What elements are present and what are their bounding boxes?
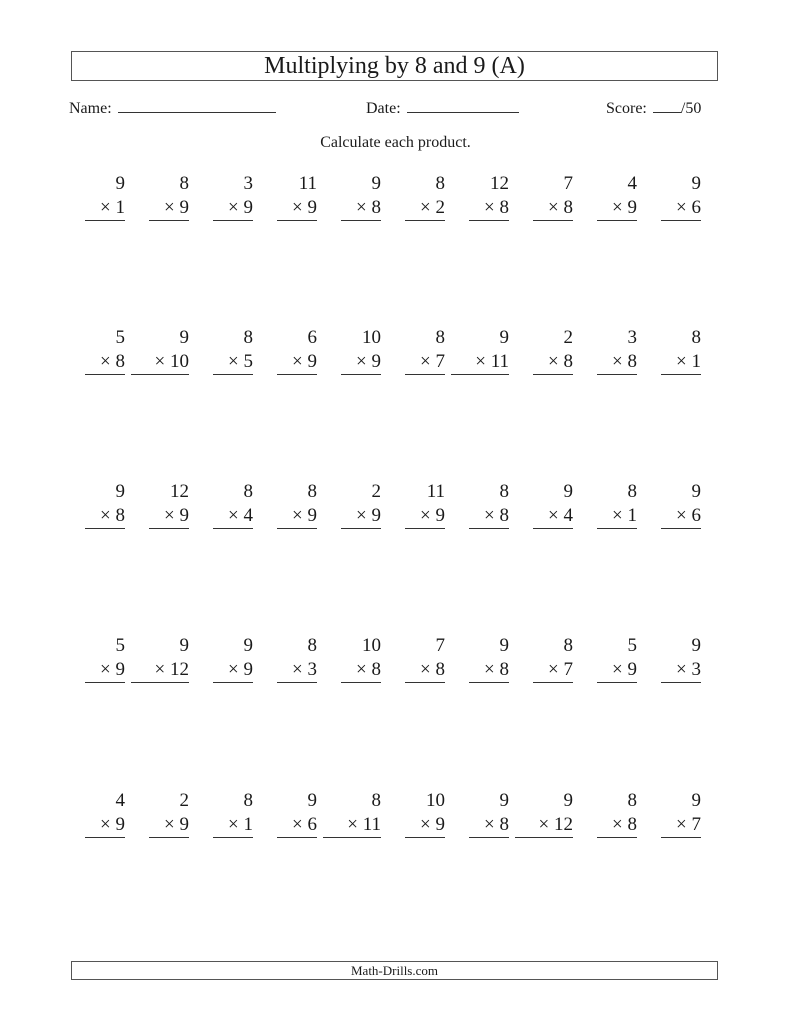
multiplier: 4	[243, 505, 253, 526]
problem-r2-c10	[661, 326, 701, 375]
problem-r5-c8	[515, 789, 573, 838]
multiplier-line	[85, 196, 125, 221]
problem-r2-c8	[533, 326, 573, 375]
problem-r1-c10	[661, 172, 701, 221]
problem-r2-c7	[451, 326, 509, 375]
multiplicand: 2	[179, 790, 189, 811]
multiplier-line	[85, 813, 125, 838]
multiplicand: 9	[243, 635, 253, 656]
multiplier: 11	[490, 351, 509, 372]
problem-r5-c3	[213, 789, 253, 838]
multiplicand: 8	[691, 327, 701, 348]
multiplier: 3	[307, 659, 317, 680]
multiplicand: 5	[627, 635, 637, 656]
multiplier: 2	[435, 197, 445, 218]
multiplicand: 2	[371, 481, 381, 502]
problem-r3-c5	[341, 480, 381, 529]
multiplier: 9	[627, 659, 637, 680]
problem-r2-c3	[213, 326, 253, 375]
multiplicand: 8	[243, 327, 253, 348]
multiplier: 6	[691, 505, 701, 526]
problem-r4-c10	[661, 634, 701, 683]
problem-r2-c2	[131, 326, 189, 375]
multiplier: 7	[691, 814, 701, 835]
score-total: /50	[680, 100, 702, 117]
multiplier-line	[405, 350, 445, 375]
times-symbol: ×	[100, 814, 116, 835]
problem-r4-c2	[131, 634, 189, 683]
multiplier: 9	[179, 814, 189, 835]
problem-r1-c6	[405, 172, 445, 221]
multiplier: 9	[627, 197, 637, 218]
problem-r2-c9	[597, 326, 637, 375]
multiplier: 9	[307, 505, 317, 526]
problem-r1-c1	[85, 172, 125, 221]
times-symbol: ×	[420, 505, 436, 526]
multiplier-line	[597, 196, 637, 221]
problem-r3-c6	[405, 480, 445, 529]
multiplier: 9	[115, 659, 125, 680]
times-symbol: ×	[228, 505, 244, 526]
times-symbol: ×	[292, 659, 308, 680]
multiplicand: 11	[426, 481, 445, 502]
multiplier: 9	[435, 814, 445, 835]
multiplicand: 8	[627, 790, 637, 811]
multiplier: 9	[371, 351, 381, 372]
worksheet-title: Multiplying by 8 and 9 (A)	[71, 51, 718, 81]
times-symbol: ×	[548, 659, 564, 680]
multiplier-line	[469, 504, 509, 529]
multiplier: 9	[307, 351, 317, 372]
multiplicand: 7	[563, 173, 573, 194]
problem-r5-c1	[85, 789, 125, 838]
problem-r2-c6	[405, 326, 445, 375]
multiplier-line	[213, 658, 253, 683]
multiplier-line	[405, 658, 445, 683]
multiplier: 8	[499, 659, 509, 680]
multiplicand: 2	[563, 327, 573, 348]
problem-r5-c7	[469, 789, 509, 838]
times-symbol: ×	[100, 197, 116, 218]
problem-r4-c8	[533, 634, 573, 683]
multiplier: 9	[435, 505, 445, 526]
multiplier-line	[469, 813, 509, 838]
times-symbol: ×	[420, 659, 436, 680]
multiplier: 8	[499, 814, 509, 835]
multiplier-line	[277, 658, 317, 683]
multiplier-line	[213, 813, 253, 838]
times-symbol: ×	[475, 351, 491, 372]
problem-r4-c7	[469, 634, 509, 683]
times-symbol: ×	[100, 659, 116, 680]
problem-r3-c2	[149, 480, 189, 529]
times-symbol: ×	[612, 814, 628, 835]
multiplier-line	[323, 813, 381, 838]
multiplicand: 8	[243, 790, 253, 811]
multiplier-line	[597, 658, 637, 683]
footer-source: Math-Drills.com	[71, 961, 718, 980]
multiplier-line	[597, 813, 637, 838]
multiplier: 3	[691, 659, 701, 680]
multiplier-line	[85, 350, 125, 375]
multiplier: 6	[307, 814, 317, 835]
multiplicand: 8	[307, 481, 317, 502]
multiplier: 8	[499, 505, 509, 526]
multiplier: 12	[554, 814, 573, 835]
multiplicand: 8	[307, 635, 317, 656]
multiplier-line	[469, 658, 509, 683]
multiplicand: 8	[499, 481, 509, 502]
times-symbol: ×	[676, 814, 692, 835]
multiplier-line	[341, 504, 381, 529]
multiplier: 8	[115, 505, 125, 526]
problem-r5-c6	[405, 789, 445, 838]
times-symbol: ×	[676, 351, 692, 372]
multiplicand: 5	[115, 327, 125, 348]
times-symbol: ×	[164, 197, 180, 218]
problem-r4-c6	[405, 634, 445, 683]
multiplier-line	[597, 350, 637, 375]
multiplier: 7	[563, 659, 573, 680]
times-symbol: ×	[356, 197, 372, 218]
multiplier-line	[405, 813, 445, 838]
times-symbol: ×	[100, 505, 116, 526]
problem-r3-c1	[85, 480, 125, 529]
problem-r4-c4	[277, 634, 317, 683]
multiplier: 1	[627, 505, 637, 526]
multiplicand: 9	[179, 327, 189, 348]
multiplicand: 4	[115, 790, 125, 811]
multiplicand: 6	[307, 327, 317, 348]
multiplicand: 12	[170, 481, 189, 502]
problem-r1-c5	[341, 172, 381, 221]
multiplicand: 8	[563, 635, 573, 656]
multiplicand: 9	[563, 790, 573, 811]
times-symbol: ×	[612, 659, 628, 680]
multiplier-line	[533, 504, 573, 529]
multiplicand: 8	[435, 327, 445, 348]
multiplier-line	[277, 350, 317, 375]
multiplier-line	[341, 658, 381, 683]
multiplier: 8	[627, 814, 637, 835]
multiplier: 1	[115, 197, 125, 218]
times-symbol: ×	[356, 505, 372, 526]
problem-r3-c3	[213, 480, 253, 529]
multiplier: 6	[691, 197, 701, 218]
times-symbol: ×	[548, 197, 564, 218]
times-symbol: ×	[347, 814, 363, 835]
times-symbol: ×	[484, 659, 500, 680]
multiplier: 8	[563, 197, 573, 218]
times-symbol: ×	[612, 505, 628, 526]
multiplicand: 9	[307, 790, 317, 811]
multiplier-line	[661, 813, 701, 838]
multiplier: 9	[307, 197, 317, 218]
times-symbol: ×	[228, 351, 244, 372]
times-symbol: ×	[228, 814, 244, 835]
name-label: Name:	[69, 100, 112, 117]
multiplier-line	[405, 196, 445, 221]
multiplicand: 3	[627, 327, 637, 348]
times-symbol: ×	[420, 351, 436, 372]
times-symbol: ×	[484, 505, 500, 526]
multiplicand: 8	[371, 790, 381, 811]
multiplier-line	[661, 350, 701, 375]
multiplier-line	[341, 350, 381, 375]
times-symbol: ×	[100, 351, 116, 372]
multiplier: 7	[435, 351, 445, 372]
multiplicand: 10	[362, 327, 381, 348]
multiplier: 11	[362, 814, 381, 835]
problem-r5-c9	[597, 789, 637, 838]
times-symbol: ×	[154, 659, 170, 680]
multiplicand: 9	[691, 635, 701, 656]
multiplicand: 5	[115, 635, 125, 656]
multiplier: 9	[243, 659, 253, 680]
multiplier-line	[341, 196, 381, 221]
date-label: Date:	[366, 100, 401, 117]
multiplier-line	[661, 658, 701, 683]
times-symbol: ×	[484, 814, 500, 835]
times-symbol: ×	[676, 197, 692, 218]
multiplier: 9	[179, 505, 189, 526]
multiplier-line	[469, 196, 509, 221]
multiplier: 8	[563, 351, 573, 372]
times-symbol: ×	[292, 814, 308, 835]
problem-r4-c9	[597, 634, 637, 683]
multiplier: 9	[179, 197, 189, 218]
multiplicand: 9	[115, 481, 125, 502]
instructions: Calculate each product.	[320, 134, 471, 151]
multiplier: 8	[371, 197, 381, 218]
multiplier-line	[131, 350, 189, 375]
multiplier-line	[451, 350, 509, 375]
times-symbol: ×	[548, 505, 564, 526]
multiplicand: 8	[435, 173, 445, 194]
times-symbol: ×	[484, 197, 500, 218]
times-symbol: ×	[612, 197, 628, 218]
problem-r5-c10	[661, 789, 701, 838]
multiplier-line	[661, 196, 701, 221]
multiplier: 9	[115, 814, 125, 835]
multiplier: 8	[627, 351, 637, 372]
multiplier-line	[533, 196, 573, 221]
multiplier-line	[149, 504, 189, 529]
multiplicand: 8	[179, 173, 189, 194]
multiplier-line	[277, 813, 317, 838]
multiplicand: 9	[115, 173, 125, 194]
problem-r2-c5	[341, 326, 381, 375]
multiplicand: 9	[499, 790, 509, 811]
multiplier: 8	[435, 659, 445, 680]
problem-r1-c2	[149, 172, 189, 221]
multiplicand: 9	[691, 173, 701, 194]
problem-r2-c1	[85, 326, 125, 375]
times-symbol: ×	[164, 814, 180, 835]
problem-r3-c9	[597, 480, 637, 529]
multiplicand: 9	[179, 635, 189, 656]
multiplier: 12	[170, 659, 189, 680]
multiplicand: 9	[563, 481, 573, 502]
multiplier: 9	[243, 197, 253, 218]
multiplier: 4	[563, 505, 573, 526]
times-symbol: ×	[548, 351, 564, 372]
multiplicand: 10	[426, 790, 445, 811]
times-symbol: ×	[420, 197, 436, 218]
times-symbol: ×	[228, 197, 244, 218]
multiplicand: 7	[435, 635, 445, 656]
multiplier: 8	[499, 197, 509, 218]
problem-r4-c1	[85, 634, 125, 683]
problem-r5-c4	[277, 789, 317, 838]
problem-r3-c8	[533, 480, 573, 529]
problem-r3-c7	[469, 480, 509, 529]
multiplier-line	[131, 658, 189, 683]
problem-r2-c4	[277, 326, 317, 375]
times-symbol: ×	[164, 505, 180, 526]
multiplier: 8	[115, 351, 125, 372]
times-symbol: ×	[228, 659, 244, 680]
multiplier-line	[597, 504, 637, 529]
times-symbol: ×	[676, 659, 692, 680]
times-symbol: ×	[420, 814, 436, 835]
multiplicand: 9	[691, 790, 701, 811]
times-symbol: ×	[676, 505, 692, 526]
multiplier-line	[213, 504, 253, 529]
multiplicand: 9	[499, 635, 509, 656]
multiplicand: 9	[499, 327, 509, 348]
problem-r1-c9	[597, 172, 637, 221]
multiplicand: 8	[627, 481, 637, 502]
multiplier-line	[277, 504, 317, 529]
times-symbol: ×	[154, 351, 170, 372]
score-label: Score:	[606, 100, 647, 117]
problem-r1-c8	[533, 172, 573, 221]
problem-r3-c4	[277, 480, 317, 529]
multiplicand: 12	[490, 173, 509, 194]
multiplier-line	[149, 196, 189, 221]
problem-r1-c7	[469, 172, 509, 221]
multiplier: 5	[243, 351, 253, 372]
multiplier-line	[533, 350, 573, 375]
multiplicand: 11	[298, 173, 317, 194]
times-symbol: ×	[356, 659, 372, 680]
multiplicand: 3	[243, 173, 253, 194]
multiplier-line	[661, 504, 701, 529]
problem-r3-c10	[661, 480, 701, 529]
multiplier-line	[533, 658, 573, 683]
times-symbol: ×	[292, 505, 308, 526]
multiplicand: 10	[362, 635, 381, 656]
times-symbol: ×	[356, 351, 372, 372]
times-symbol: ×	[538, 814, 554, 835]
multiplier: 9	[371, 505, 381, 526]
problem-r4-c5	[341, 634, 381, 683]
multiplier-line	[277, 196, 317, 221]
problem-r5-c5	[323, 789, 381, 838]
multiplicand: 4	[627, 173, 637, 194]
multiplier: 10	[170, 351, 189, 372]
multiplicand: 9	[371, 173, 381, 194]
multiplier-line	[213, 350, 253, 375]
multiplier-line	[213, 196, 253, 221]
multiplier-line	[515, 813, 573, 838]
multiplier-line	[85, 504, 125, 529]
problem-r5-c2	[149, 789, 189, 838]
problem-r4-c3	[213, 634, 253, 683]
multiplier-line	[405, 504, 445, 529]
problem-r1-c4	[277, 172, 317, 221]
times-symbol: ×	[612, 351, 628, 372]
multiplier-line	[85, 658, 125, 683]
multiplier: 1	[691, 351, 701, 372]
multiplier: 8	[371, 659, 381, 680]
multiplicand: 9	[691, 481, 701, 502]
multiplier-line	[149, 813, 189, 838]
times-symbol: ×	[292, 197, 308, 218]
multiplicand: 8	[243, 481, 253, 502]
times-symbol: ×	[292, 351, 308, 372]
problem-r1-c3	[213, 172, 253, 221]
multiplier: 1	[243, 814, 253, 835]
